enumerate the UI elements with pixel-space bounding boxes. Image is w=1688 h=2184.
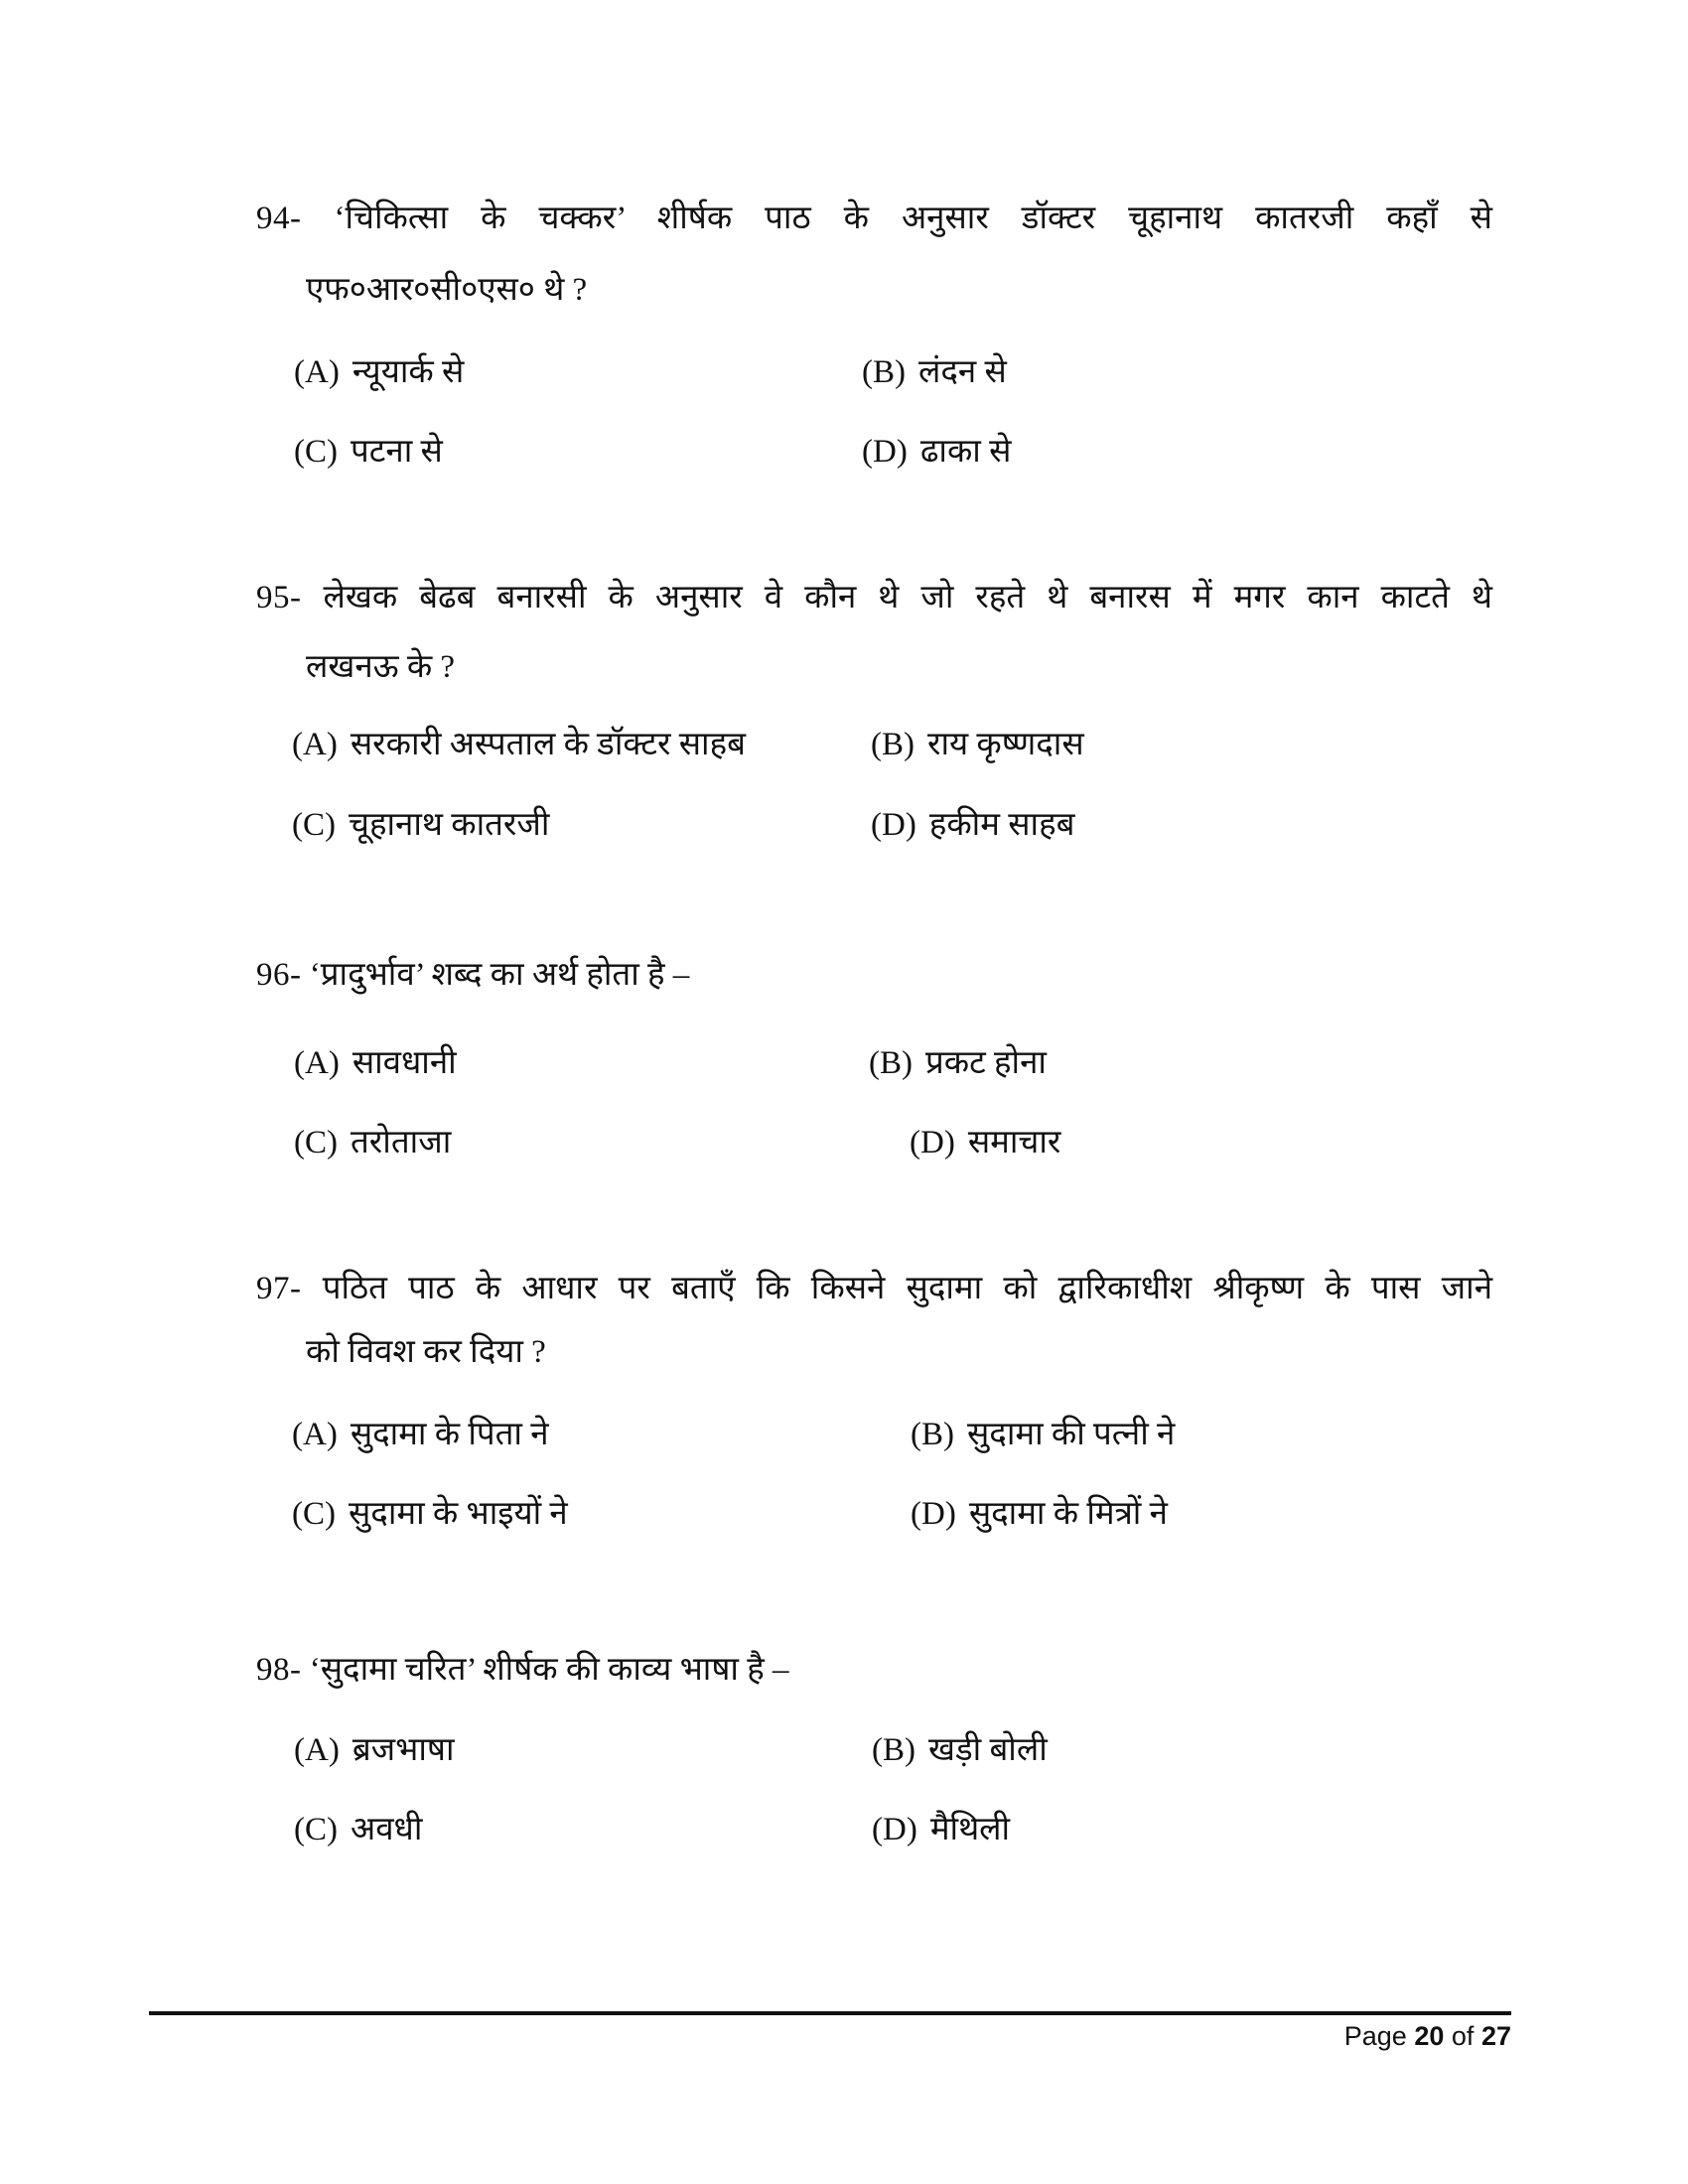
option-text-c: सुदामा के भाइयों ने	[349, 1496, 568, 1532]
question-98-option-d	[872, 1811, 1010, 1850]
question-94-number: 94-	[256, 201, 302, 236]
option-text-d: समाचार	[967, 1125, 1061, 1160]
question-96-line-1	[256, 955, 1492, 996]
question-98-line-1	[256, 1650, 1492, 1691]
question-95-option-c	[292, 806, 549, 846]
of-label: of	[1451, 2021, 1475, 2051]
question-95-line-2: लखनऊ के ?	[306, 649, 456, 685]
option-label-b: (B)	[862, 354, 906, 390]
option-text-d: सुदामा के मित्रों ने	[968, 1496, 1168, 1532]
question-95-number: 95-	[256, 580, 302, 615]
option-label-a: (A)	[292, 1417, 338, 1452]
question-96-text: ‘प्रादुर्भाव’ शब्द का अर्थ होता है –	[309, 957, 690, 993]
question-98-option-c	[294, 1811, 422, 1850]
question-94-option-a	[294, 353, 464, 393]
question-97-option-b	[911, 1416, 1175, 1455]
question-96-option-a	[294, 1044, 457, 1084]
page-number	[1344, 2021, 1511, 2052]
total-page-number: 27	[1480, 2021, 1511, 2051]
option-text-d: ढाका से	[919, 434, 1012, 470]
option-label-d: (D)	[871, 807, 916, 843]
option-label-b: (B)	[869, 1045, 913, 1081]
option-text-d: मैथिली	[929, 1812, 1011, 1847]
question-97-text: पठित पाठ के आधार पर बताएँ कि किसने सुदामा को द्वारिकाधीश श्रीकृष्ण के पास जाने	[322, 1271, 1493, 1306]
question-94-line-1	[256, 199, 1492, 239]
question-96-option-d	[910, 1124, 1060, 1163]
option-label-d: (D)	[911, 1496, 956, 1532]
option-text-b: राय कृष्णदास	[927, 727, 1084, 762]
option-label-b: (B)	[872, 1732, 915, 1768]
option-label-c: (C)	[292, 1496, 336, 1532]
current-page-number: 20	[1414, 2021, 1445, 2051]
question-98-text: ‘सुदामा चरित’ शीर्षक की काव्य भाषा है –	[309, 1652, 789, 1688]
question-95-option-b	[871, 726, 1084, 765]
option-text-d: हकीम साहब	[928, 807, 1075, 843]
option-label-c: (C)	[294, 1125, 338, 1160]
option-text-b: खड़ी बोली	[928, 1732, 1048, 1768]
option-text-a: सरकारी अस्पताल के डॉक्टर साहब	[350, 727, 746, 762]
option-label-c: (C)	[294, 434, 338, 470]
question-96-number: 96-	[256, 957, 302, 993]
question-98-number: 98-	[256, 1652, 302, 1688]
option-text-c: पटना से	[351, 434, 443, 470]
option-text-c: तरोताजा	[351, 1125, 452, 1160]
option-text-b: सुदामा की पत्नी ने	[967, 1417, 1176, 1452]
question-96-option-c	[294, 1124, 451, 1163]
option-text-c: चूहानाथ कातरजी	[349, 807, 550, 843]
question-97-option-a	[292, 1416, 549, 1455]
option-label-d: (D)	[872, 1812, 917, 1847]
option-label-c: (C)	[294, 1812, 338, 1847]
option-text-a: सावधानी	[352, 1045, 457, 1081]
option-text-a: ब्रजभाषा	[352, 1732, 455, 1768]
option-label-a: (A)	[294, 354, 340, 390]
question-98-option-b	[872, 1731, 1048, 1771]
question-94-option-d	[862, 433, 1011, 473]
option-label-d: (D)	[910, 1125, 955, 1160]
page-label: Page	[1343, 2021, 1407, 2051]
question-97-option-c	[292, 1495, 568, 1535]
question-97-number: 97-	[256, 1271, 302, 1306]
question-96-option-b	[869, 1044, 1047, 1084]
question-95-option-a	[292, 726, 746, 765]
option-label-c: (C)	[292, 807, 336, 843]
question-95-option-d	[871, 806, 1074, 846]
question-97-option-d	[911, 1495, 1168, 1535]
option-label-a: (A)	[294, 1045, 340, 1081]
question-94-option-b	[862, 353, 1007, 393]
option-label-a: (A)	[292, 727, 338, 762]
question-97-line-2: को विवश कर दिया ?	[306, 1334, 546, 1370]
option-text-b: प्रकट होना	[925, 1045, 1047, 1081]
footer-rule	[149, 2011, 1511, 2015]
question-95-text: लेखक बेढब बनारसी के अनुसार वे कौन थे जो रहते थे बनारस में मगर कान काटते थे	[323, 580, 1492, 615]
option-label-b: (B)	[871, 727, 914, 762]
option-text-b: लंदन से	[918, 354, 1007, 390]
option-text-a: सुदामा के पिता ने	[350, 1417, 549, 1452]
option-label-d: (D)	[862, 434, 908, 470]
question-94-option-c	[294, 433, 443, 473]
question-97-line-1	[256, 1269, 1492, 1309]
option-text-c: अवधी	[351, 1812, 423, 1847]
question-94-line-2: एफ०आर०सी०एस० थे ?	[306, 272, 588, 308]
question-94-text: ‘चिकित्सा के चक्कर’ शीर्षक पाठ के अनुसार डॉक्टर चूहानाथ कातरजी कहाँ से	[334, 201, 1492, 236]
option-text-a: न्यूयार्क से	[352, 354, 465, 390]
question-95-line-1	[256, 578, 1492, 618]
question-98-option-a	[294, 1731, 455, 1771]
option-label-b: (B)	[911, 1417, 954, 1452]
option-label-a: (A)	[294, 1732, 340, 1768]
